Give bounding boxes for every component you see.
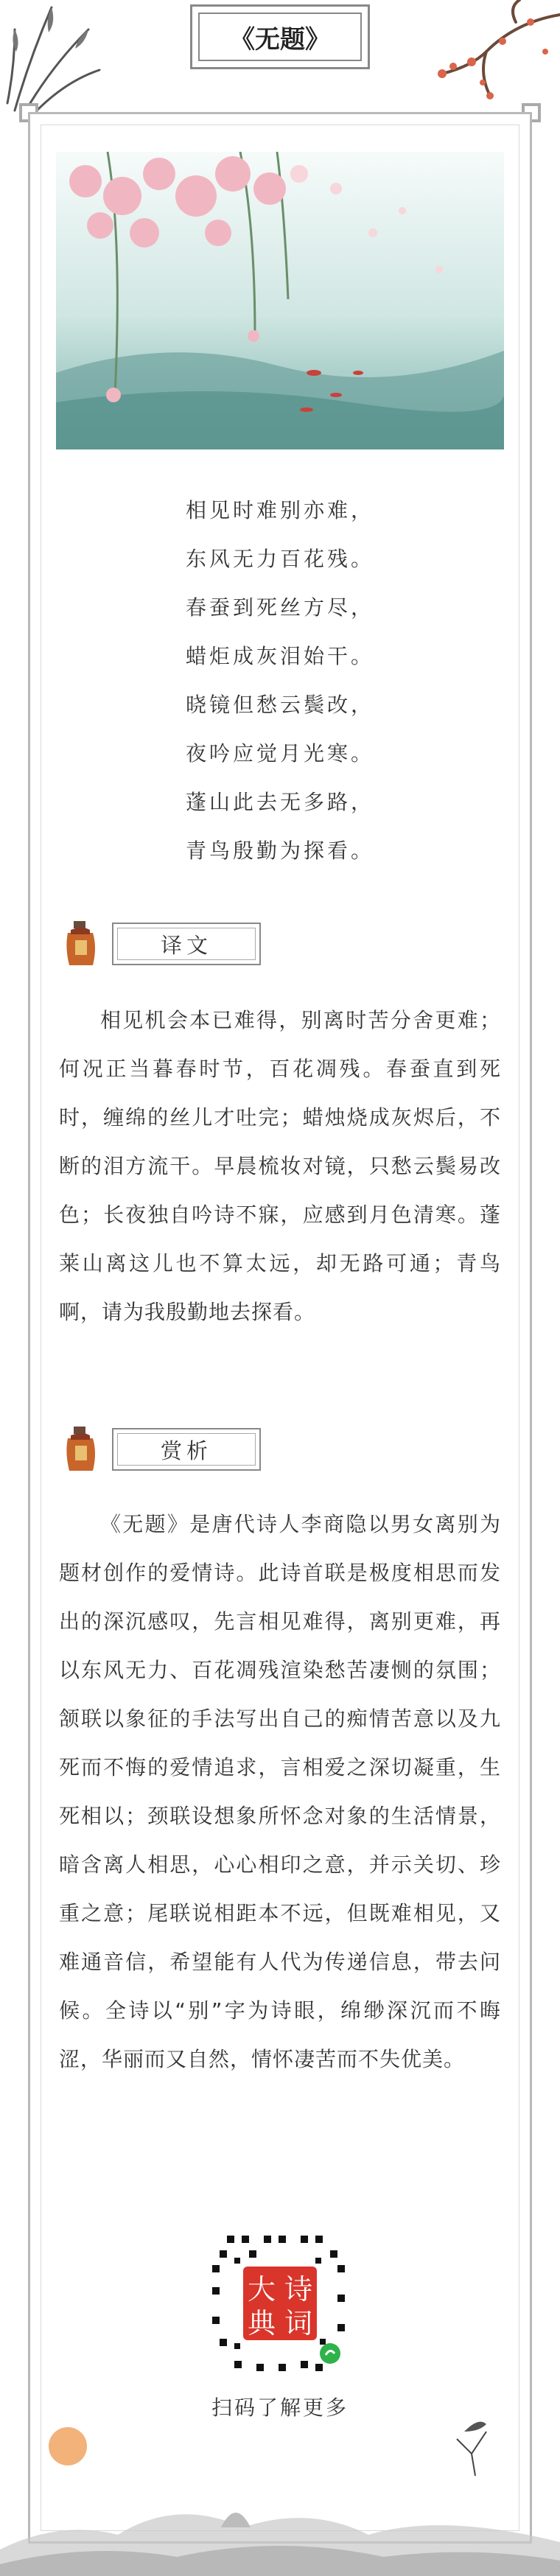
appreciation-label: 赏析 bbox=[160, 1438, 212, 1463]
appreciation-label-box bbox=[112, 1428, 261, 1471]
appreciation-text: 《无题》是唐代诗人李商隐以男女离别为题材创作的爱情诗。此诗首联是极度相思而发出的深沉感叹，先言相见难得，离别更难，再以东风无力、百花凋残渲染愁苦凄恻的氛围；颔联以象征的手法写出自己的痴情苦意以及九死而不悔的爱情追求，言相爱之深切凝重，生死相以；颈联设想象所怀念对象的生活情景，暗含离人相思，心心相印之意，并示关切、珍重之意；尾联说相距本不远，但既难相见，又难通音信，希望能有人代为传递信息，带去问候。全诗以“别”字为诗眼，绵缈深沉而不晦涩，华丽而又自然，情怀凄苦而不失优美。 bbox=[59, 1512, 501, 2071]
hero-illustration bbox=[56, 152, 504, 449]
poem-line: 晓镜但愁云鬓改， bbox=[185, 693, 374, 717]
poem-line: 青鸟殷勤为探看。 bbox=[185, 839, 374, 863]
translation-text: 相见机会本已难得，别离时苦分舍更难；何况正当暮春时节，百花凋残。春蚕直到死时，缠绵的丝儿才吐完；蜡烛烧成灰烬后，不断的泪方流干。早晨梳妆对镜，只愁云鬓易改色；长夜独自吟诗不寐，应感到月色清寒。蓬莱山离这儿也不算太远，却无路可通；青鸟啊，请为我殷勤地去探看。 bbox=[59, 1008, 501, 1324]
translation-heading bbox=[60, 918, 223, 970]
translation-label-box bbox=[112, 923, 261, 965]
page-title: 《无题》 bbox=[198, 13, 362, 61]
poem bbox=[0, 486, 560, 875]
title-box bbox=[190, 4, 370, 69]
poem-line: 春蚕到死丝方尽， bbox=[185, 595, 374, 620]
poem-line: 东风无力百花残。 bbox=[185, 547, 374, 571]
wine-jar-icon bbox=[60, 918, 105, 970]
wechat-badge-icon bbox=[320, 2343, 340, 2364]
translation-label: 译文 bbox=[160, 932, 212, 958]
qr-caption: 扫码了解更多 bbox=[211, 2395, 349, 2420]
qr-code[interactable] bbox=[205, 2228, 355, 2379]
poem-line: 蜡炬成灰泪始干。 bbox=[185, 644, 374, 668]
qr-badge-char: 词 bbox=[284, 2307, 313, 2339]
poem-line: 相见时难别亦难， bbox=[185, 498, 374, 522]
poem-line: 蓬山此去无多路， bbox=[185, 790, 374, 814]
qr-badge-char: 大 bbox=[247, 2273, 276, 2306]
wine-jar-icon bbox=[60, 1424, 105, 1475]
qr-badge-char: 典 bbox=[247, 2307, 276, 2339]
poem-line: 夜吟应觉月光寒。 bbox=[185, 741, 374, 766]
appreciation-heading bbox=[60, 1424, 223, 1475]
qr-badge-char: 诗 bbox=[284, 2273, 313, 2306]
bottom-decoration bbox=[0, 2373, 560, 2576]
